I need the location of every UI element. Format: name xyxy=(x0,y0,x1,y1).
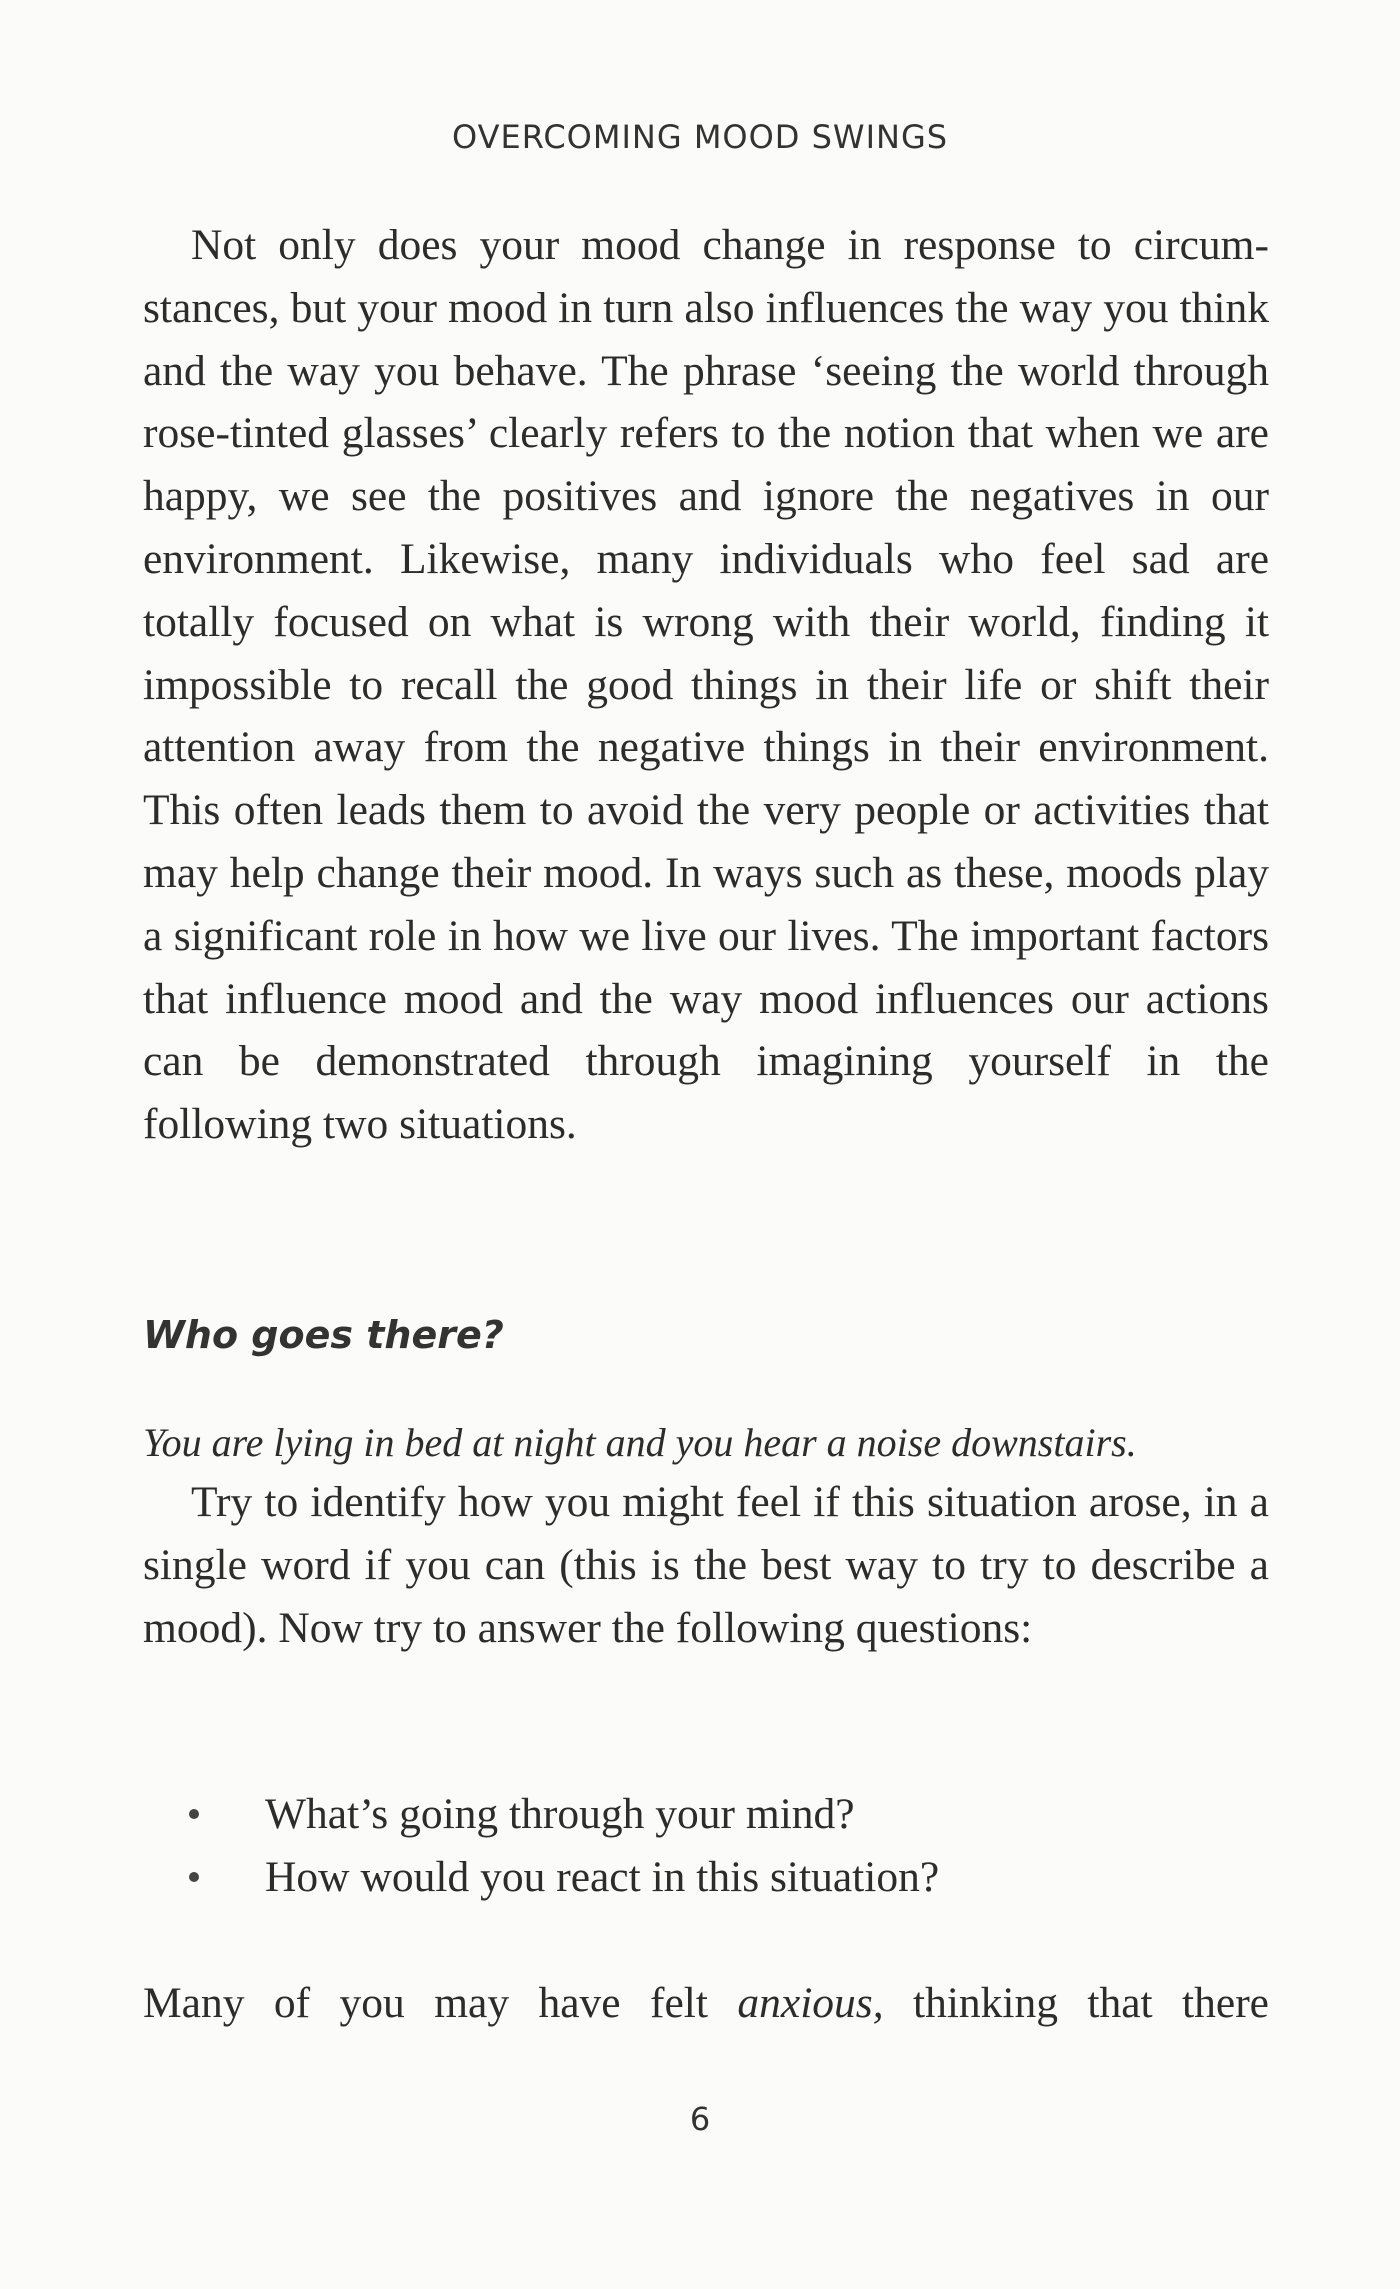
list-item-text: How would you react in this situation? xyxy=(265,1852,940,1901)
emphasis-anxious: anxious, xyxy=(737,1979,884,2027)
question-list xyxy=(143,1783,1269,1909)
running-head: OVERCOMING MOOD SWINGS xyxy=(451,118,949,156)
section-heading: Who goes there? xyxy=(143,1313,504,1357)
paragraph-3-end: thinking that there xyxy=(883,1979,1269,2027)
body-paragraph-1: Not only does your mood change in response to circumstances, but your mood in turn also influences the way you think and the way you behave. The phrase ‘seeing the world through rose-tinted glasses’ clearly refers to the notion that when we are happy, we see the positives and ignore the negatives in our environment. Likewise, many individuals who feel sad are totally focused on what is wrong with their world, finding it impossible to recall the good things in their life or shift their attention away from the negative things in their environment. This often leads them to avoid the very people or activities that may help change their mood. In ways such as these, moods play a significant role in how we live our lives. The important factors that influence mood and the way mood influences our actions can be demonstrated through imagining yourself in the following two situations. xyxy=(143,221,1269,1149)
paragraph-3-start: Many of you may have felt xyxy=(143,1979,738,2027)
list-item xyxy=(143,1846,1269,1909)
scenario-text: You are lying in bed at night and you hear a noise downstairs. xyxy=(143,1420,1137,1465)
page-number: 6 xyxy=(689,2100,711,2138)
bullet-icon xyxy=(189,1809,199,1819)
body-paragraph-2: Try to identify how you might feel if this situation arose, in a single word if you can (this is the best way to try to describe a mood). Now try to answer the following questions: xyxy=(143,1478,1269,1652)
bullet-icon xyxy=(189,1872,199,1882)
body-paragraph-3 xyxy=(143,1972,1269,2035)
list-item-text: What’s going through your mind? xyxy=(265,1790,855,1838)
list-item xyxy=(143,1783,1269,1846)
